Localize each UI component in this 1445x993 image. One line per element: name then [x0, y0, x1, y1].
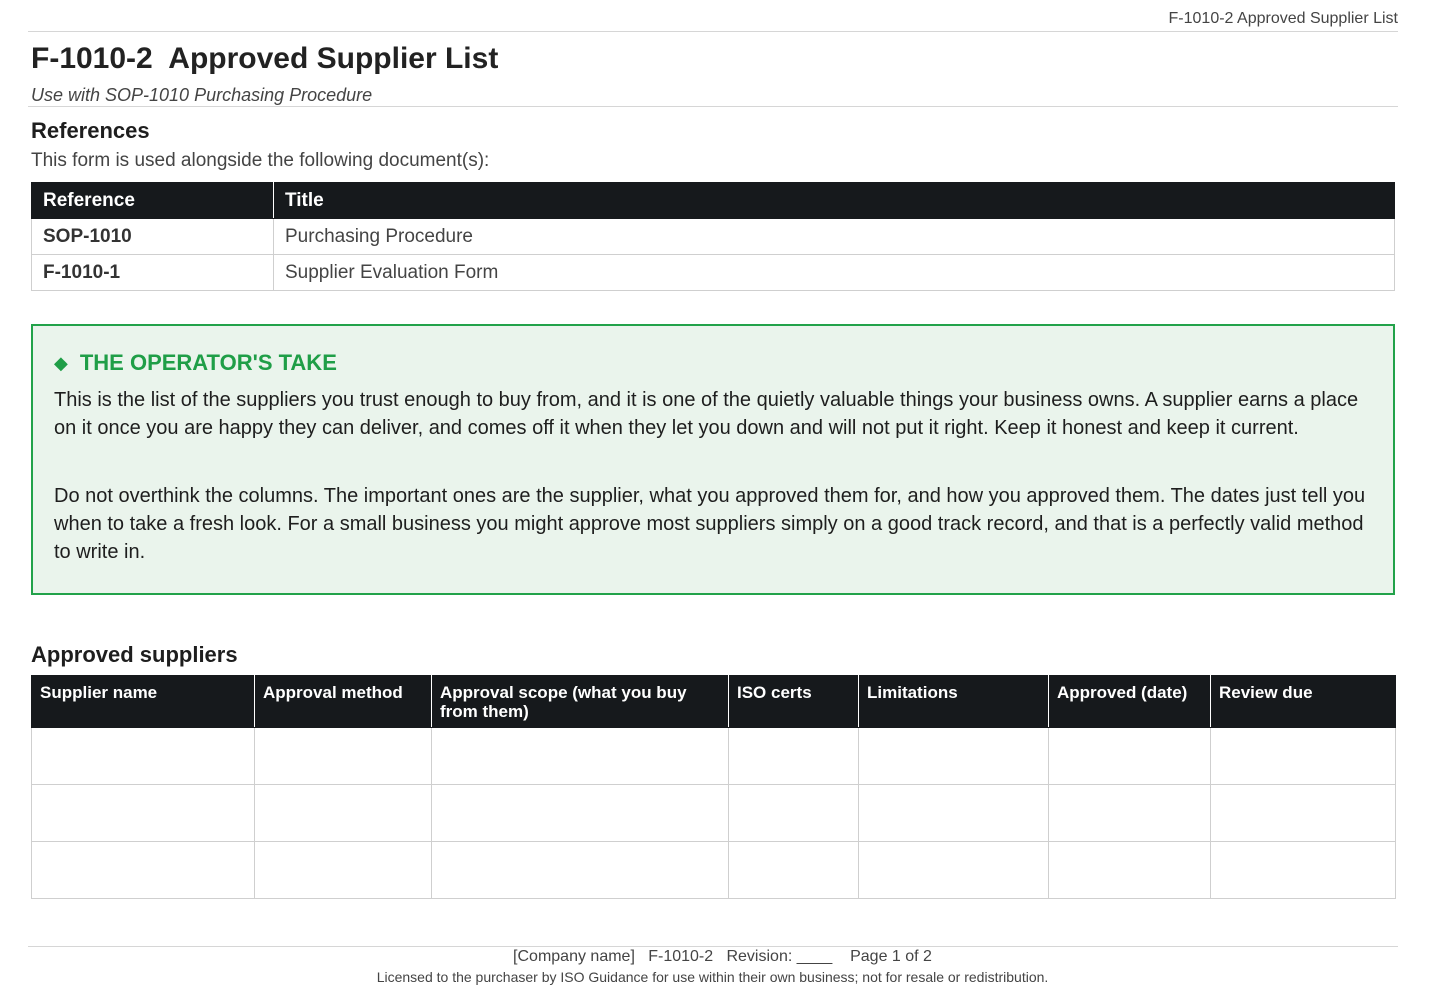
approval-scope-cell[interactable] — [432, 728, 729, 785]
limitations-cell[interactable] — [859, 728, 1049, 785]
approved-date-cell[interactable] — [1049, 728, 1211, 785]
column-header-title: Title — [274, 183, 1395, 219]
references-header-row — [32, 183, 1395, 219]
approved-suppliers-table — [31, 675, 1396, 899]
table-row — [32, 728, 1396, 785]
reference-code: SOP-1010 — [32, 219, 274, 255]
review-due-cell[interactable] — [1211, 842, 1396, 899]
callout-heading-text: THE OPERATOR'S TAKE — [79, 350, 337, 375]
references-intro: This form is used alongside the following document(s): — [31, 150, 490, 171]
iso-certs-cell[interactable] — [729, 728, 859, 785]
table-row — [32, 785, 1396, 842]
page-subtitle: Use with SOP-1010 Purchasing Procedure — [31, 85, 373, 105]
callout-paragraph: Do not overthink the columns. The important ones are the supplier, what you approved them for, and how you approved them. The dates just tell you when to take a fresh look. For a small business you might approve most suppliers simply on a good track record, and that is a perfectly valid method to write in. — [54, 485, 1366, 563]
iso-certs-cell[interactable] — [729, 785, 859, 842]
footer-divider — [28, 946, 1398, 947]
column-header-supplier-name: Supplier name — [32, 676, 255, 728]
diamond-icon: ◆ — [54, 353, 68, 373]
approved-suppliers-heading: Approved suppliers — [31, 642, 238, 667]
table-row — [32, 842, 1396, 899]
table-row — [32, 255, 1395, 291]
approval-method-cell[interactable] — [255, 785, 432, 842]
references-table — [31, 182, 1395, 291]
approved-date-cell[interactable] — [1049, 842, 1211, 899]
approval-method-cell[interactable] — [255, 728, 432, 785]
iso-certs-cell[interactable] — [729, 842, 859, 899]
suppliers-header-row — [32, 676, 1396, 728]
column-header-review-due: Review due — [1211, 676, 1396, 728]
page-title: F-1010-2 Approved Supplier List — [31, 42, 499, 75]
column-header-iso-certs: ISO certs — [729, 676, 859, 728]
callout-heading — [54, 350, 337, 376]
column-header-approval-method: Approval method — [255, 676, 432, 728]
column-header-limitations: Limitations — [859, 676, 1049, 728]
table-row — [32, 219, 1395, 255]
approval-scope-cell[interactable] — [432, 785, 729, 842]
supplier-name-cell[interactable] — [32, 842, 255, 899]
approval-scope-cell[interactable] — [432, 842, 729, 899]
supplier-name-cell[interactable] — [32, 728, 255, 785]
callout-paragraph: This is the list of the suppliers you trust enough to buy from, and it is one of the quietly valuable things your business owns. A supplier earns a place on it once you are happy they can deliver, and comes off it when they let you down and will not put it right. Keep it honest and keep it current. — [54, 389, 1359, 439]
footer-line: [Company name] F-1010-2 Revision: ____ Page 1 of 2 — [513, 948, 932, 965]
reference-code: F-1010-1 — [32, 255, 274, 291]
review-due-cell[interactable] — [1211, 785, 1396, 842]
supplier-name-cell[interactable] — [32, 785, 255, 842]
reference-title: Supplier Evaluation Form — [274, 255, 1395, 291]
column-header-reference: Reference — [32, 183, 274, 219]
limitations-cell[interactable] — [859, 785, 1049, 842]
column-header-approval-scope: Approval scope (what you buy from them) — [432, 676, 729, 728]
license-notice: Licensed to the purchaser by ISO Guidance for use within their own business; not for resale or redistribution. — [376, 969, 1049, 985]
approval-method-cell[interactable] — [255, 842, 432, 899]
column-header-approved-date: Approved (date) — [1049, 676, 1211, 728]
reference-title: Purchasing Procedure — [274, 219, 1395, 255]
review-due-cell[interactable] — [1211, 728, 1396, 785]
references-heading: References — [31, 118, 150, 143]
title-divider — [28, 106, 1398, 107]
limitations-cell[interactable] — [859, 842, 1049, 899]
operators-take-callout — [31, 324, 1395, 595]
approved-date-cell[interactable] — [1049, 785, 1211, 842]
running-header: F-1010-2 Approved Supplier List — [28, 10, 1398, 32]
